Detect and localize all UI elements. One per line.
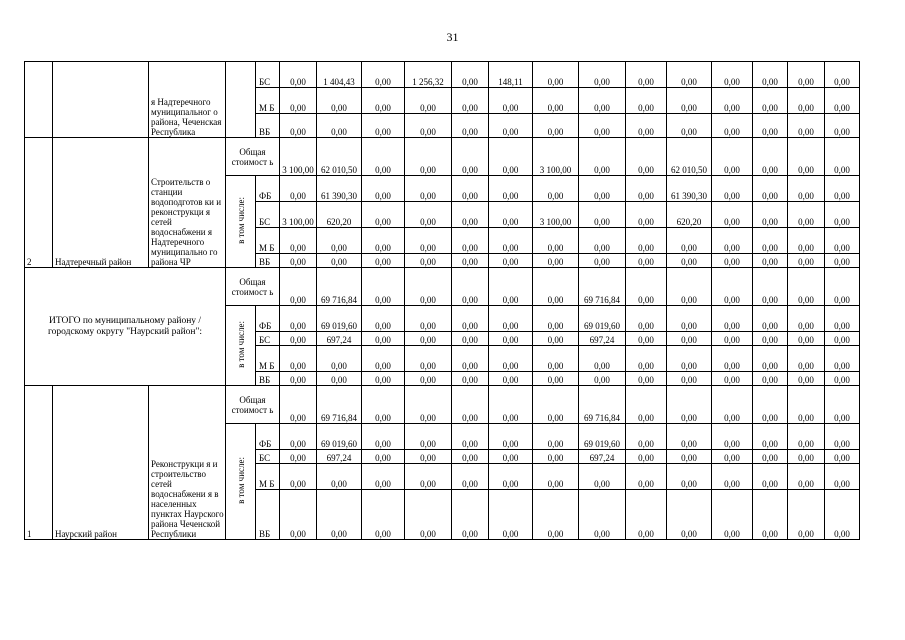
district-name: Наурский район <box>53 386 149 540</box>
value-cell: 0,00 <box>489 202 533 228</box>
funding-source-label: М Б <box>256 346 280 372</box>
value-cell: 0,00 <box>362 450 405 464</box>
value-cell: 1 404,43 <box>317 62 362 88</box>
value-cell: 0,00 <box>626 346 667 372</box>
value-cell: 0,00 <box>579 254 626 268</box>
funding-source-label: М Б <box>256 464 280 490</box>
value-cell: 0,00 <box>362 88 405 114</box>
value-cell: 0,00 <box>405 176 452 202</box>
row-index: 2 <box>25 138 53 268</box>
value-cell: 620,20 <box>667 202 712 228</box>
funding-source-label: БС <box>256 450 280 464</box>
value-cell: 697,24 <box>579 450 626 464</box>
funding-source-label: ВБ <box>256 372 280 386</box>
value-cell: 0,00 <box>405 202 452 228</box>
page-number: 31 <box>446 30 459 44</box>
value-cell: 0,00 <box>362 254 405 268</box>
value-cell: 0,00 <box>579 346 626 372</box>
in-total-label <box>226 424 256 540</box>
value-cell: 69 716,84 <box>579 386 626 424</box>
value-cell: 0,00 <box>753 114 788 138</box>
value-cell: 0,00 <box>452 346 489 372</box>
value-cell: 0,00 <box>452 176 489 202</box>
value-cell: 0,00 <box>753 450 788 464</box>
value-cell: 0,00 <box>626 332 667 346</box>
value-cell: 0,00 <box>712 176 753 202</box>
value-cell: 0,00 <box>825 386 860 424</box>
value-cell: 0,00 <box>452 88 489 114</box>
value-cell: 0,00 <box>667 228 712 254</box>
value-cell: 0,00 <box>280 464 317 490</box>
value-cell: 0,00 <box>579 228 626 254</box>
value-cell: 0,00 <box>362 490 405 540</box>
value-cell: 69 019,60 <box>579 424 626 450</box>
value-cell: 0,00 <box>626 306 667 332</box>
value-cell: 61 390,30 <box>667 176 712 202</box>
funding-source-label: ВБ <box>256 254 280 268</box>
value-cell: 0,00 <box>317 228 362 254</box>
value-cell: 0,00 <box>712 424 753 450</box>
value-cell: 0,00 <box>489 114 533 138</box>
value-cell: 0,00 <box>626 372 667 386</box>
value-cell: 0,00 <box>452 202 489 228</box>
value-cell: 0,00 <box>489 306 533 332</box>
value-cell: 0,00 <box>533 346 579 372</box>
district-name <box>53 62 149 138</box>
value-cell: 148,11 <box>489 62 533 88</box>
value-cell: 0,00 <box>825 176 860 202</box>
value-cell: 0,00 <box>280 228 317 254</box>
value-cell: 0,00 <box>317 346 362 372</box>
value-cell: 0,00 <box>712 372 753 386</box>
value-cell: 0,00 <box>533 254 579 268</box>
value-cell: 0,00 <box>533 424 579 450</box>
value-cell: 0,00 <box>280 490 317 540</box>
value-cell: 0,00 <box>579 490 626 540</box>
value-cell: 0,00 <box>667 386 712 424</box>
value-cell: 0,00 <box>452 372 489 386</box>
value-cell: 0,00 <box>452 464 489 490</box>
value-cell: 0,00 <box>452 254 489 268</box>
in-total-label <box>226 62 256 138</box>
value-cell: 0,00 <box>489 332 533 346</box>
table-row <box>25 62 860 88</box>
value-cell: 0,00 <box>362 464 405 490</box>
funding-source-label: ВБ <box>256 490 280 540</box>
value-cell: 0,00 <box>788 268 825 306</box>
funding-source-label: БС <box>256 332 280 346</box>
value-cell: 0,00 <box>712 62 753 88</box>
value-cell: 0,00 <box>489 176 533 202</box>
value-cell: 0,00 <box>405 228 452 254</box>
value-cell: 0,00 <box>405 332 452 346</box>
value-cell: 0,00 <box>788 88 825 114</box>
value-cell: 0,00 <box>712 228 753 254</box>
value-cell: 0,00 <box>489 268 533 306</box>
value-cell: 0,00 <box>405 268 452 306</box>
value-cell: 0,00 <box>825 202 860 228</box>
value-cell: 3 100,00 <box>533 138 579 176</box>
value-cell: 69 716,84 <box>317 268 362 306</box>
value-cell: 0,00 <box>753 228 788 254</box>
value-cell: 0,00 <box>579 202 626 228</box>
value-cell: 0,00 <box>626 176 667 202</box>
value-cell: 0,00 <box>753 62 788 88</box>
value-cell: 0,00 <box>626 424 667 450</box>
table-row <box>25 268 860 306</box>
value-cell: 0,00 <box>667 464 712 490</box>
value-cell: 0,00 <box>533 464 579 490</box>
value-cell: 697,24 <box>317 332 362 346</box>
value-cell: 0,00 <box>667 424 712 450</box>
value-cell: 0,00 <box>533 62 579 88</box>
value-cell: 0,00 <box>753 88 788 114</box>
value-cell: 0,00 <box>489 386 533 424</box>
value-cell: 1 256,32 <box>405 62 452 88</box>
value-cell: 0,00 <box>753 372 788 386</box>
value-cell: 0,00 <box>280 114 317 138</box>
value-cell: 0,00 <box>667 114 712 138</box>
value-cell: 0,00 <box>489 490 533 540</box>
value-cell: 0,00 <box>362 138 405 176</box>
object-description: Строительств о станции водоподготов ки и реконструкци я сетей водоснабжени я Надтеречного муниципально го района ЧР <box>149 138 226 268</box>
in-total-label <box>226 306 256 386</box>
value-cell: 0,00 <box>489 464 533 490</box>
row-index: 1 <box>25 386 53 540</box>
value-cell: 69 716,84 <box>317 386 362 424</box>
value-cell: 0,00 <box>712 332 753 346</box>
value-cell: 0,00 <box>788 114 825 138</box>
value-cell: 0,00 <box>405 386 452 424</box>
value-cell: 0,00 <box>452 138 489 176</box>
value-cell: 0,00 <box>362 372 405 386</box>
value-cell: 0,00 <box>825 228 860 254</box>
funding-source-label: ФБ <box>256 176 280 202</box>
value-cell: 0,00 <box>579 176 626 202</box>
value-cell: 0,00 <box>405 372 452 386</box>
value-cell: 0,00 <box>362 176 405 202</box>
funding-source-label: М Б <box>256 228 280 254</box>
object-description: Реконструкци я и строительство сетей водоснабжени я в населенных пунктах Наурского района Чеченской Республики <box>149 386 226 540</box>
value-cell: 0,00 <box>405 88 452 114</box>
value-cell: 3 100,00 <box>280 138 317 176</box>
value-cell: 0,00 <box>712 88 753 114</box>
value-cell: 0,00 <box>317 464 362 490</box>
value-cell: 0,00 <box>452 268 489 306</box>
total-cost-label: Общая стоимост ь <box>226 386 280 424</box>
value-cell: 0,00 <box>362 332 405 346</box>
value-cell: 0,00 <box>825 306 860 332</box>
value-cell: 0,00 <box>626 254 667 268</box>
value-cell: 0,00 <box>405 138 452 176</box>
value-cell: 0,00 <box>362 386 405 424</box>
value-cell: 0,00 <box>362 424 405 450</box>
funding-source-label: ВБ <box>256 114 280 138</box>
value-cell: 0,00 <box>626 386 667 424</box>
value-cell: 0,00 <box>579 138 626 176</box>
value-cell: 0,00 <box>712 386 753 424</box>
value-cell: 0,00 <box>788 490 825 540</box>
value-cell: 0,00 <box>753 464 788 490</box>
value-cell: 0,00 <box>788 450 825 464</box>
value-cell: 0,00 <box>317 372 362 386</box>
value-cell: 0,00 <box>626 490 667 540</box>
value-cell: 0,00 <box>825 346 860 372</box>
value-cell: 0,00 <box>317 490 362 540</box>
value-cell: 0,00 <box>667 254 712 268</box>
value-cell: 0,00 <box>452 332 489 346</box>
value-cell: 0,00 <box>667 332 712 346</box>
value-cell: 0,00 <box>280 424 317 450</box>
value-cell: 0,00 <box>825 138 860 176</box>
value-cell: 0,00 <box>788 228 825 254</box>
value-cell: 0,00 <box>405 346 452 372</box>
value-cell: 3 100,00 <box>280 202 317 228</box>
value-cell: 0,00 <box>280 386 317 424</box>
value-cell: 0,00 <box>712 114 753 138</box>
value-cell: 0,00 <box>533 332 579 346</box>
value-cell: 0,00 <box>579 464 626 490</box>
in-total-label <box>226 176 256 268</box>
value-cell: 0,00 <box>788 306 825 332</box>
value-cell: 0,00 <box>362 268 405 306</box>
value-cell: 0,00 <box>753 268 788 306</box>
value-cell: 0,00 <box>626 88 667 114</box>
value-cell: 0,00 <box>452 62 489 88</box>
value-cell: 0,00 <box>753 176 788 202</box>
value-cell: 0,00 <box>579 114 626 138</box>
value-cell: 61 390,30 <box>317 176 362 202</box>
value-cell: 0,00 <box>712 138 753 176</box>
row-index <box>25 62 53 138</box>
value-cell: 0,00 <box>405 114 452 138</box>
value-cell: 0,00 <box>579 62 626 88</box>
value-cell: 0,00 <box>533 268 579 306</box>
value-cell: 0,00 <box>753 490 788 540</box>
value-cell: 0,00 <box>280 372 317 386</box>
value-cell: 0,00 <box>317 114 362 138</box>
value-cell: 0,00 <box>452 228 489 254</box>
value-cell: 0,00 <box>280 88 317 114</box>
value-cell: 0,00 <box>280 176 317 202</box>
value-cell: 0,00 <box>825 114 860 138</box>
value-cell: 0,00 <box>362 62 405 88</box>
value-cell: 0,00 <box>753 332 788 346</box>
value-cell: 697,24 <box>317 450 362 464</box>
value-cell: 0,00 <box>825 62 860 88</box>
value-cell: 0,00 <box>405 254 452 268</box>
value-cell: 0,00 <box>533 306 579 332</box>
value-cell: 0,00 <box>788 424 825 450</box>
value-cell: 0,00 <box>405 490 452 540</box>
value-cell: 0,00 <box>280 254 317 268</box>
value-cell: 0,00 <box>362 346 405 372</box>
value-cell: 0,00 <box>452 450 489 464</box>
value-cell: 0,00 <box>753 346 788 372</box>
value-cell: 0,00 <box>533 88 579 114</box>
value-cell: 0,00 <box>788 386 825 424</box>
value-cell: 0,00 <box>362 228 405 254</box>
value-cell: 0,00 <box>712 268 753 306</box>
value-cell: 0,00 <box>280 346 317 372</box>
value-cell: 0,00 <box>533 450 579 464</box>
value-cell: 0,00 <box>753 138 788 176</box>
value-cell: 0,00 <box>452 114 489 138</box>
value-cell: 0,00 <box>788 464 825 490</box>
value-cell: 0,00 <box>788 254 825 268</box>
budget-table <box>24 61 860 540</box>
in-total-text: в том числе: <box>235 457 246 504</box>
value-cell: 0,00 <box>405 464 452 490</box>
value-cell: 0,00 <box>788 62 825 88</box>
value-cell: 0,00 <box>667 88 712 114</box>
value-cell: 0,00 <box>626 450 667 464</box>
value-cell: 0,00 <box>712 254 753 268</box>
value-cell: 0,00 <box>452 306 489 332</box>
value-cell: 0,00 <box>753 386 788 424</box>
value-cell: 0,00 <box>626 62 667 88</box>
value-cell: 69 019,60 <box>317 424 362 450</box>
value-cell: 0,00 <box>362 306 405 332</box>
value-cell: 0,00 <box>626 202 667 228</box>
value-cell: 0,00 <box>280 306 317 332</box>
value-cell: 0,00 <box>280 62 317 88</box>
funding-source-label: ФБ <box>256 306 280 332</box>
value-cell: 0,00 <box>579 372 626 386</box>
value-cell: 0,00 <box>788 346 825 372</box>
value-cell: 0,00 <box>667 62 712 88</box>
value-cell: 0,00 <box>825 490 860 540</box>
value-cell: 0,00 <box>405 424 452 450</box>
value-cell: 0,00 <box>825 268 860 306</box>
value-cell: 0,00 <box>626 464 667 490</box>
value-cell: 0,00 <box>825 254 860 268</box>
value-cell: 0,00 <box>825 88 860 114</box>
value-cell: 0,00 <box>825 464 860 490</box>
value-cell: 0,00 <box>788 138 825 176</box>
value-cell: 0,00 <box>489 424 533 450</box>
table-row <box>25 386 860 424</box>
value-cell: 0,00 <box>712 450 753 464</box>
value-cell: 0,00 <box>753 306 788 332</box>
value-cell: 69 716,84 <box>579 268 626 306</box>
value-cell: 0,00 <box>626 268 667 306</box>
value-cell: 0,00 <box>626 228 667 254</box>
value-cell: 0,00 <box>489 346 533 372</box>
value-cell: 0,00 <box>788 372 825 386</box>
value-cell: 0,00 <box>362 202 405 228</box>
value-cell: 0,00 <box>489 450 533 464</box>
value-cell: 0,00 <box>533 490 579 540</box>
total-cost-label: Общая стоимост ь <box>226 268 280 306</box>
funding-source-label: М Б <box>256 88 280 114</box>
in-total-text: в том числе: <box>235 197 246 244</box>
itogo-label: ИТОГО по муниципальному району / городскому округу "Наурский район": <box>25 268 226 386</box>
district-name: Надтеречный район <box>53 138 149 268</box>
value-cell: 0,00 <box>788 202 825 228</box>
value-cell: 3 100,00 <box>533 202 579 228</box>
object-description: я Надтеречного муниципальног о района, Чеченская Республика <box>149 62 226 138</box>
value-cell: 0,00 <box>489 372 533 386</box>
value-cell: 0,00 <box>452 490 489 540</box>
value-cell: 0,00 <box>667 268 712 306</box>
value-cell: 0,00 <box>405 450 452 464</box>
value-cell: 0,00 <box>489 138 533 176</box>
funding-source-label: БС <box>256 202 280 228</box>
value-cell: 0,00 <box>667 450 712 464</box>
value-cell: 0,00 <box>825 372 860 386</box>
value-cell: 0,00 <box>788 332 825 346</box>
table-row <box>25 138 860 176</box>
value-cell: 0,00 <box>667 372 712 386</box>
value-cell: 0,00 <box>753 424 788 450</box>
total-cost-label: Общая стоимост ь <box>226 138 280 176</box>
value-cell: 0,00 <box>489 254 533 268</box>
value-cell: 697,24 <box>579 332 626 346</box>
value-cell: 0,00 <box>280 450 317 464</box>
value-cell: 0,00 <box>667 306 712 332</box>
value-cell: 0,00 <box>788 176 825 202</box>
value-cell: 0,00 <box>489 228 533 254</box>
value-cell: 0,00 <box>626 138 667 176</box>
funding-source-label: БС <box>256 62 280 88</box>
value-cell: 62 010,50 <box>317 138 362 176</box>
value-cell: 0,00 <box>533 176 579 202</box>
value-cell: 0,00 <box>667 346 712 372</box>
value-cell: 0,00 <box>317 88 362 114</box>
value-cell: 0,00 <box>712 306 753 332</box>
value-cell: 69 019,60 <box>579 306 626 332</box>
value-cell: 0,00 <box>825 424 860 450</box>
value-cell: 0,00 <box>825 450 860 464</box>
funding-source-label: ФБ <box>256 424 280 450</box>
value-cell: 0,00 <box>489 88 533 114</box>
value-cell: 0,00 <box>280 332 317 346</box>
value-cell: 0,00 <box>533 386 579 424</box>
value-cell: 0,00 <box>712 202 753 228</box>
value-cell: 0,00 <box>452 386 489 424</box>
in-total-text: в том числе: <box>235 321 246 368</box>
value-cell: 0,00 <box>317 254 362 268</box>
value-cell: 0,00 <box>533 228 579 254</box>
value-cell: 0,00 <box>362 114 405 138</box>
value-cell: 0,00 <box>825 332 860 346</box>
value-cell: 620,20 <box>317 202 362 228</box>
value-cell: 0,00 <box>712 490 753 540</box>
value-cell: 62 010,50 <box>667 138 712 176</box>
value-cell: 0,00 <box>712 346 753 372</box>
value-cell: 0,00 <box>280 268 317 306</box>
value-cell: 0,00 <box>626 114 667 138</box>
value-cell: 0,00 <box>405 306 452 332</box>
value-cell: 0,00 <box>667 490 712 540</box>
value-cell: 69 019,60 <box>317 306 362 332</box>
value-cell: 0,00 <box>533 372 579 386</box>
value-cell: 0,00 <box>712 464 753 490</box>
value-cell: 0,00 <box>579 88 626 114</box>
value-cell: 0,00 <box>452 424 489 450</box>
value-cell: 0,00 <box>753 202 788 228</box>
value-cell: 0,00 <box>533 114 579 138</box>
value-cell: 0,00 <box>753 254 788 268</box>
